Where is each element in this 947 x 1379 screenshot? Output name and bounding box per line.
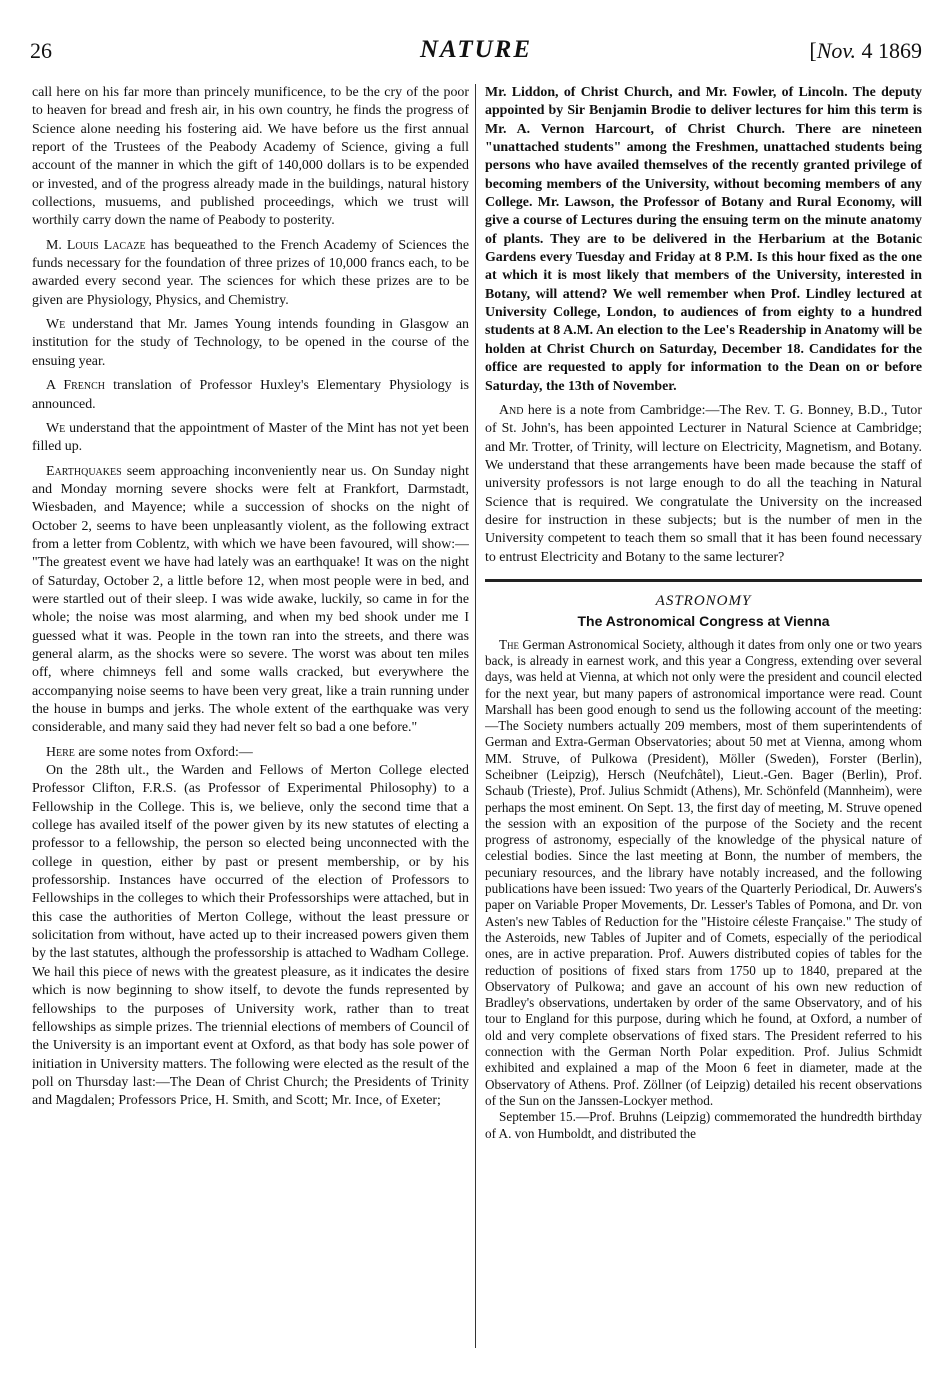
lead-words: Earthquakes	[46, 463, 122, 479]
oxford-continued	[485, 84, 922, 396]
paragraph-text: are some notes from Oxford:—	[74, 744, 253, 760]
paragraph-text: understand that the appointment of Master of the Mint has not yet been filled up.	[32, 420, 469, 455]
paragraph-sept15: September 15.—Prof. Bruhns (Leipzig) commemorated the hundredth birthday of A. von Humboldt, and distributed the	[485, 1109, 922, 1141]
paragraph-oxford-cont: Mr. Liddon, of Christ Church, and Mr. Fowler, of Lincoln. The deputy appointed by Sir Benjamin Brodie to deliver lectures for him this term is Mr. A. Vernon Harcourt, of Christ Church. There are nineteen "unattached students" among the Freshmen, unattached students being persons who have availed themselves of the recently granted privilege of becoming members of the University, without becoming members of any College. Mr. Lawson, the Professor of Botany and Rural Economy, will give a course of Lectures during the ensuing term on the minute anatomy of plants. They are to be delivered in the Herbarium at the Botanic Gardens every Tuesday and Friday at 8 P.M. Is this hour fixed as the one at which it is most likely that members of the University, interested in Botany, will attend? We well remember when Prof. Lindley lectured at University College, London, to audiences of from eighty to a hundred students at 8 A.M. An election to the Lee's Readership in Anatomy will be holden at Christ Church on Saturday, December 18. Candidates for the office are requested to apply for information to the Dean on or before Saturday, the 13th of November.	[485, 85, 922, 394]
paragraph-lacaze	[32, 237, 469, 310]
paragraph-peabody: call here on his far more than princely munificence, to be the cry of the poor to heaven for bread and fresh air, in his own country, he finds the progress of Science alone needing his fostering aid. We have before us the first annual report of the Trustees of the Peabody Academy of Science, giving a full account of the manner in which the gift of 140,000 dollars is to be expended or invested, and of the progress already made in the buildings, natural history collections, musuems, and published proceedings, which we trust will worthily carry down the name of Peabody to posterity.	[32, 85, 469, 229]
journal-title: NATURE	[419, 36, 533, 63]
section-subtitle: The Astronomical Congress at Vienna	[577, 613, 830, 630]
lead-words: We	[46, 317, 66, 333]
lead-words: The	[499, 636, 520, 652]
left-column	[32, 84, 469, 1352]
lead-words: A French	[46, 378, 105, 394]
paragraph-text: has bequeathed to the French Academy of Sciences the funds necessary for the foundation of three prizes of 10,000 francs each, to be awarded every second year. The sciences for which these prizes are to be given are Physiology, Physics, and Chemistry.	[32, 237, 469, 308]
section-rule	[485, 579, 922, 582]
column-divider	[475, 84, 476, 1348]
page-header	[30, 38, 922, 68]
paragraph-young	[32, 316, 469, 371]
lead-words: Here	[46, 744, 75, 760]
page-number: 26	[30, 38, 52, 63]
issue-date	[809, 38, 922, 64]
date-bracket: [	[809, 38, 817, 63]
paragraph-oxford-intro	[32, 744, 469, 762]
paragraph-text: here is a note from Cambridge:—The Rev. T. G. Bonney, B.D., Tutor of St. John's, has been appointed Lecturer in Natural Science at Cambridge; and Mr. Trotter, of Trinity, will lecture on Electricity, Magnetism, and Botany. We understand that these arrangements have been made because the staff of university professors is not large enough to do all the teaching in Natural Science that is required. We congratulate the University on the increased desire for instruction in these subjects; but is the number of men in the University competent to teach them so small that it has been found necessary to entrust Electricity and Botany to the same lecturer?	[485, 402, 922, 565]
paragraph-merton: On the 28th ult., the Warden and Fellows of Merton College elected Professor Clifton, F.R.S. (as Professor of Experimental Philosophy) to a Fellowship in the College. This is, we believe, only the second time that a college has availed itself of the power given by its new statutes of electing a professor to a fellowship, the person so elected being unconnected with the college in question, either by past or present membership, or by his professorship. Instances have occurred of the election of Professors to Fellowships in the colleges to which their Professorships were attached, but in this case the authorities of Merton College, without the least pressure or solicitation from without, have acted up to their increased powers given them by the last statutes, although the professorship is attached to Wadham College. We hail this piece of news with the greatest pleasure, as it indicates the desire which is now beginning to show itself, to devote the funds represented by fellowships to the purposes of University work, rather than to treat fellowships as simple prizes. The triennial elections of members of Council of the University is an important event at Oxford, as that body has sole power of initiation in University matters. The following were elected as the result of the poll on Thursday last:—The Dean of Christ Church; the Presidents of Trinity and Magdalen; Professors Price, H. Smith, and Scott; Mr. Ince, of Exeter;	[32, 763, 469, 1109]
paragraph-mint	[32, 420, 469, 457]
date-rest: 4 1869	[856, 38, 922, 63]
section-title: ASTRONOMY	[655, 592, 752, 609]
paragraph-earthquakes	[32, 463, 469, 738]
paragraph-text: seem approaching inconveniently near us. On Sunday night and Monday morning severe shocks were felt at Frankfort, Darmstadt, Wiesbaden, and Mayence; while a succession of shocks on the night of October 2, seems to have been unpleasantly violent, as the following extract from a letter from Coblentz, with which we have been favoured, will show:— "The greatest event we have had lately was an earthquake! It was on the night of Saturday, October 2, a little before 12, when most people were in bed, and were startled out of their sleep. I was wide awake, luckily, so came in for the whole; the noise was most alarming, and when my bed shook under me I guessed what it was. People in the town ran into the streets, and there was general alarm, as the shocks were so severe. The worst was about ten miles off, where chimneys fell and some walls cracked, but everywhere the accompanying noise seems to have been very great, like a train running under the house in bumps and jerks. The whole extent of the earthquake was very considerable, and many said they had never felt so bad a one before."	[32, 463, 469, 736]
lead-words: We	[46, 420, 66, 436]
paragraph-congress	[485, 637, 922, 1110]
paragraph-huxley	[32, 377, 469, 414]
astronomy-article	[485, 637, 922, 1142]
lead-words: M. Louis Lacaze	[46, 237, 146, 253]
paragraph-cambridge	[485, 402, 922, 567]
paragraph-text: translation of Professor Huxley's Elementary Physiology is announced.	[32, 378, 469, 412]
date-month: Nov.	[816, 38, 856, 63]
paragraph-text: German Astronomical Society, although it dates from only one or two years back, is already in earnest work, and this year a Congress, extending over several days, was held at Vienna, at which not only were the president and council elected for the next year, but many papers of astronomical importance were read. Count Marshall has been good enough to send us the following account of the meeting:—The Society numbers actually 209 members, most of them superintendents of German and Extra-German Observatories; about 50 met at Vienna, among whom MM. Struve, of Pulkowa (President), Möller (Sweden), Forster (Berlin), Scheibner (Leipzig), Hersch (Neufchâtel), Lieut.-Gen. Bager (Berlin), Prof. Schaub (Trieste), Prof. Julius Schmidt (Athens), Mr. Schönfeld (Mannheim), were perhaps the most eminent. On Sept. 13, the first day of meeting, M. Struve opened the session with an exposition of the purpose of the Society and the recent progress of astronomy, especially of the knowledge of the physical nature of celestial bodies. Since the last meeting at Bonn, the number of members, the pecuniary resources, and the library have notably increased, and the following publications have been issued: Two years of the Quarterly Periodical, Dr. Auwers's paper on Variable Proper Movements, Dr. Lesser's Tables of Pomona, and Dr. von Asten's new Tables of Reduction for the "Histoire céleste Française." The study of the Asteroids, new Tables of Jupiter and of Comets, especially of the periodical ones, are in active preparation. Prof. Auwers distributed copies of tables for the reduction of positions of fixed stars from 1750 up to 1840, prepared at the Observatory of Pulkowa; and gave an account of his own new reduction of Bradley's observations, undertaken by order of the same Observatory, and of his tour to England for this purpose, during which he found, at Oxford, a number of old and very complete observations of fixed stars. The President referred to his connection with the German North Polar expedition. Prof. Julius Schmidt exhibited and explained a map of the Moon 6 feet in diameter, made at the Observatory of Athens. Prof. Zöllner (of Leipzig) detailed his recent observations of the Sun on the Janssen-Lockyer method.	[485, 636, 922, 1108]
lead-words: And	[499, 402, 524, 418]
right-column	[485, 84, 922, 1352]
paragraph-text: understand that Mr. James Young intends founding in Glasgow an institution for the study of Technology, to be opened in the course of the ensuing year.	[32, 317, 469, 369]
